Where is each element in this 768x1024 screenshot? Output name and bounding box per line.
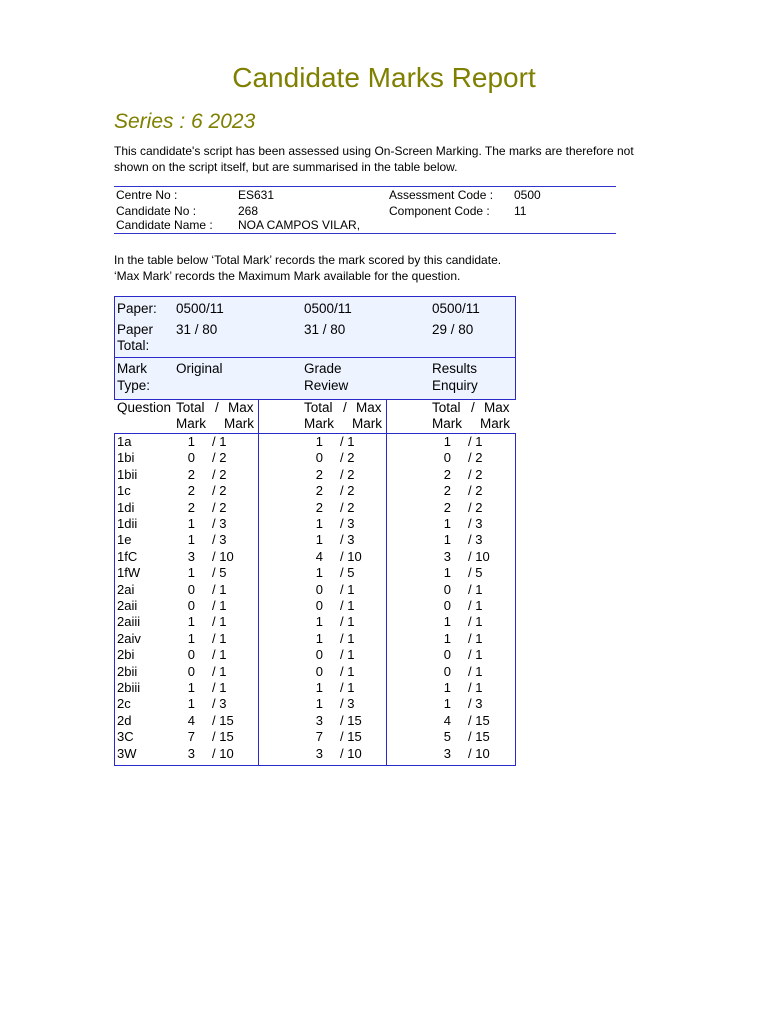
total-mark: 1 (315, 565, 323, 581)
max-mark: / 3 (340, 532, 355, 548)
max-mark: / 2 (212, 483, 227, 499)
total-mark: 1 (443, 532, 451, 548)
total-mark: 1 (315, 516, 323, 531)
max-mark: / 1 (340, 598, 355, 613)
max-mark: / 15 (212, 712, 234, 728)
total-mark: 1 (443, 565, 451, 581)
col2-mark-type-line2: Review (304, 378, 349, 393)
total-mark: 2 (315, 499, 323, 515)
question-id: 1di (117, 499, 135, 515)
assessment-code-label: Assessment Code : (389, 188, 494, 202)
max-mark: / 1 (212, 680, 227, 695)
max-mark: / 1 (340, 630, 355, 646)
total-mark: 0 (315, 581, 323, 597)
col1-total-header: Total (176, 400, 205, 415)
question-id: 1bi (117, 450, 135, 466)
max-mark: / 1 (468, 647, 483, 663)
max-mark: / 1 (212, 630, 227, 646)
table-row (114, 680, 516, 696)
max-mark: / 2 (212, 499, 227, 515)
component-code-value: 11 (514, 204, 527, 218)
max-mark: / 1 (212, 581, 227, 597)
explanation-line-2: ‘Max Mark’ records the Maximum Mark available for the question. (114, 269, 461, 283)
total-mark: 3 (187, 745, 195, 761)
total-mark: 0 (443, 450, 451, 466)
question-id: 2bii (117, 663, 138, 679)
col1-slash: / (215, 400, 219, 415)
assessment-code-value: 0500 (514, 188, 541, 202)
total-mark: 2 (315, 466, 323, 482)
col3-paper-total: 29 / 80 (432, 322, 474, 337)
question-id: 1e (117, 532, 132, 548)
question-id: 1c (117, 483, 131, 499)
header-divider (114, 357, 516, 358)
question-id: 3C (117, 729, 134, 745)
col2-max-header: Max (356, 400, 382, 415)
total-mark: 1 (187, 696, 195, 712)
col1-paper: 0500/11 (176, 301, 224, 316)
max-mark: / 1 (212, 663, 227, 679)
question-id: 2aiii (117, 614, 141, 630)
total-mark: 5 (443, 729, 451, 745)
total-mark: 2 (443, 499, 451, 515)
total-mark: 1 (187, 532, 195, 548)
col3-max-mark-word: Mark (480, 416, 510, 431)
total-mark: 1 (187, 630, 195, 646)
question-id: 2aiv (117, 630, 141, 646)
paper-total-label-line2: Total: (117, 338, 150, 353)
total-mark: 7 (187, 729, 195, 745)
total-mark: 1 (443, 516, 451, 531)
centre-value: ES631 (238, 188, 275, 202)
col2-total-header: Total (304, 400, 333, 415)
col1-max-mark-word: Mark (224, 416, 254, 431)
report-title: Candidate Marks Report (232, 62, 536, 93)
candidate-name-label: Candidate Name : (116, 218, 213, 232)
table-row (114, 582, 516, 598)
table-row (114, 532, 516, 548)
question-id: 3W (117, 745, 137, 761)
col1-paper-total: 31 / 80 (176, 322, 218, 337)
max-mark: / 2 (340, 499, 355, 515)
total-mark: 0 (315, 647, 323, 663)
total-mark: 1 (315, 680, 323, 695)
col3-max-header: Max (484, 400, 510, 415)
total-mark: 1 (443, 630, 451, 646)
candidate-info (114, 186, 616, 234)
total-mark: 3 (443, 548, 451, 564)
max-mark: / 1 (212, 598, 227, 613)
question-id: 1bii (117, 466, 138, 482)
max-mark: / 1 (468, 598, 483, 613)
paper-label: Paper: (117, 301, 157, 316)
total-mark: 1 (187, 565, 195, 581)
total-mark: 2 (443, 466, 451, 482)
col3-paper: 0500/11 (432, 301, 480, 316)
table-row (114, 516, 516, 532)
total-mark: 3 (315, 712, 323, 728)
max-mark: / 10 (468, 745, 490, 761)
max-mark: / 2 (212, 466, 227, 482)
component-code-label: Component Code : (389, 204, 490, 218)
total-mark: 2 (443, 483, 451, 499)
max-mark: / 1 (468, 630, 483, 646)
max-mark: / 15 (468, 712, 490, 728)
table-row (114, 647, 516, 663)
total-mark: 1 (315, 434, 323, 449)
max-mark: / 1 (212, 614, 227, 630)
max-mark: / 15 (468, 729, 490, 745)
max-mark: / 1 (468, 614, 483, 630)
max-mark: / 2 (468, 483, 483, 499)
col2-mark-type-line1: Grade (304, 361, 342, 376)
table-row (114, 614, 516, 630)
max-mark: / 15 (340, 729, 362, 745)
total-mark: 1 (443, 696, 451, 712)
total-mark: 0 (443, 598, 451, 613)
question-id: 2d (117, 712, 132, 728)
total-mark: 1 (315, 532, 323, 548)
table-row (114, 746, 516, 762)
table-row (114, 450, 516, 466)
max-mark: / 1 (468, 581, 483, 597)
max-mark: / 5 (212, 565, 227, 581)
question-id: 1fC (117, 548, 138, 564)
max-mark: / 1 (212, 647, 227, 663)
col3-mark-type-line1: Results (432, 361, 478, 376)
mark-type-label-line1: Mark (117, 361, 147, 376)
max-mark: / 10 (212, 745, 234, 761)
max-mark: / 3 (468, 516, 483, 531)
total-mark: 0 (443, 647, 451, 663)
total-mark: 0 (443, 663, 451, 679)
table-row (114, 500, 516, 516)
max-mark: / 2 (468, 450, 483, 466)
col1-max-header: Max (228, 400, 254, 415)
total-mark: 0 (187, 598, 195, 613)
col3-mark-type-line2: Enquiry (432, 378, 478, 393)
max-mark: / 10 (340, 745, 362, 761)
question-column-header: Question (117, 400, 172, 415)
max-mark: / 1 (340, 680, 355, 695)
max-mark: / 3 (468, 696, 483, 712)
max-mark: / 10 (340, 548, 362, 564)
table-row (114, 434, 516, 450)
intro-text: This candidate's script has been assessed using On-Screen Marking. The marks are therefore not shown on the script itself, but are summarised in the table below. (114, 144, 634, 174)
table-row (114, 549, 516, 565)
question-id: 1a (117, 434, 132, 449)
total-mark: 2 (187, 499, 195, 515)
total-mark: 3 (315, 745, 323, 761)
col2-max-mark-word: Mark (352, 416, 382, 431)
total-mark: 1 (443, 614, 451, 630)
max-mark: / 2 (468, 499, 483, 515)
col2-paper: 0500/11 (304, 301, 352, 316)
max-mark: / 2 (340, 483, 355, 499)
col2-paper-total: 31 / 80 (304, 322, 346, 337)
table-explanation (114, 252, 674, 284)
col1-total-mark-word: Mark (176, 416, 206, 431)
max-mark: / 2 (468, 466, 483, 482)
max-mark: / 15 (212, 729, 234, 745)
table-row (114, 483, 516, 499)
max-mark: / 10 (468, 548, 490, 564)
marks-table (114, 296, 516, 766)
table-row (114, 696, 516, 712)
max-mark: / 15 (340, 712, 362, 728)
total-mark: 2 (187, 483, 195, 499)
total-mark: 4 (315, 548, 323, 564)
max-mark: / 1 (468, 680, 483, 695)
col3-total-mark-word: Mark (432, 416, 462, 431)
table-row (114, 631, 516, 647)
total-mark: 0 (187, 581, 195, 597)
max-mark: / 1 (212, 434, 227, 449)
max-mark: / 10 (212, 548, 234, 564)
series-label: Series : 6 2023 (114, 110, 256, 133)
max-mark: / 1 (340, 663, 355, 679)
max-mark: / 3 (212, 532, 227, 548)
table-row (114, 729, 516, 745)
max-mark: / 1 (468, 663, 483, 679)
question-id: 2c (117, 696, 131, 712)
table-row (114, 598, 516, 614)
total-mark: 1 (443, 434, 451, 449)
total-mark: 1 (187, 516, 195, 531)
max-mark: / 3 (212, 696, 227, 712)
col2-total-mark-word: Mark (304, 416, 334, 431)
total-mark: 1 (315, 696, 323, 712)
total-mark: 1 (443, 680, 451, 695)
total-mark: 1 (187, 614, 195, 630)
total-mark: 0 (187, 663, 195, 679)
max-mark: / 2 (340, 450, 355, 466)
total-mark: 2 (187, 466, 195, 482)
question-id: 2biii (117, 680, 141, 695)
centre-label: Centre No : (116, 188, 178, 202)
question-id: 2aii (117, 598, 138, 613)
max-mark: / 3 (468, 532, 483, 548)
total-mark: 0 (315, 663, 323, 679)
candidate-name-value: NOA CAMPOS VILAR, (238, 218, 361, 232)
question-id: 2bi (117, 647, 135, 663)
max-mark: / 5 (340, 565, 355, 581)
total-mark: 4 (187, 712, 195, 728)
col3-slash: / (471, 400, 475, 415)
paper-total-label-line1: Paper (117, 322, 154, 337)
max-mark: / 2 (340, 466, 355, 482)
max-mark: / 3 (340, 696, 355, 712)
total-mark: 4 (443, 712, 451, 728)
total-mark: 1 (187, 680, 195, 695)
total-mark: 1 (315, 630, 323, 646)
max-mark: / 1 (340, 614, 355, 630)
total-mark: 1 (315, 614, 323, 630)
total-mark: 0 (187, 647, 195, 663)
col2-slash: / (343, 400, 347, 415)
max-mark: / 5 (468, 565, 483, 581)
mark-type-label-line2: Type: (117, 378, 151, 393)
total-mark: 3 (187, 548, 195, 564)
question-id: 1dii (117, 516, 138, 531)
col3-total-header: Total (432, 400, 461, 415)
max-mark: / 2 (212, 450, 227, 466)
table-row (114, 467, 516, 483)
total-mark: 0 (315, 598, 323, 613)
max-mark: / 1 (340, 647, 355, 663)
table-row (114, 713, 516, 729)
table-row (114, 664, 516, 680)
max-mark: / 1 (340, 434, 355, 449)
max-mark: / 3 (212, 516, 227, 531)
max-mark: / 1 (340, 581, 355, 597)
explanation-line-1: In the table below ‘Total Mark’ records the mark scored by this candidate. (114, 253, 502, 267)
total-mark: 0 (443, 581, 451, 597)
max-mark: / 3 (340, 516, 355, 531)
total-mark: 3 (443, 745, 451, 761)
candidate-number-value: 268 (238, 204, 259, 218)
col1-mark-type: Original (176, 361, 223, 376)
max-mark: / 1 (468, 434, 483, 449)
total-mark: 1 (187, 434, 195, 449)
total-mark: 2 (315, 483, 323, 499)
question-id: 1fW (117, 565, 141, 581)
total-mark: 0 (187, 450, 195, 466)
question-id: 2ai (117, 581, 135, 597)
total-mark: 0 (315, 450, 323, 466)
table-row (114, 565, 516, 581)
candidate-number-label: Candidate No : (116, 204, 197, 218)
total-mark: 7 (315, 729, 323, 745)
